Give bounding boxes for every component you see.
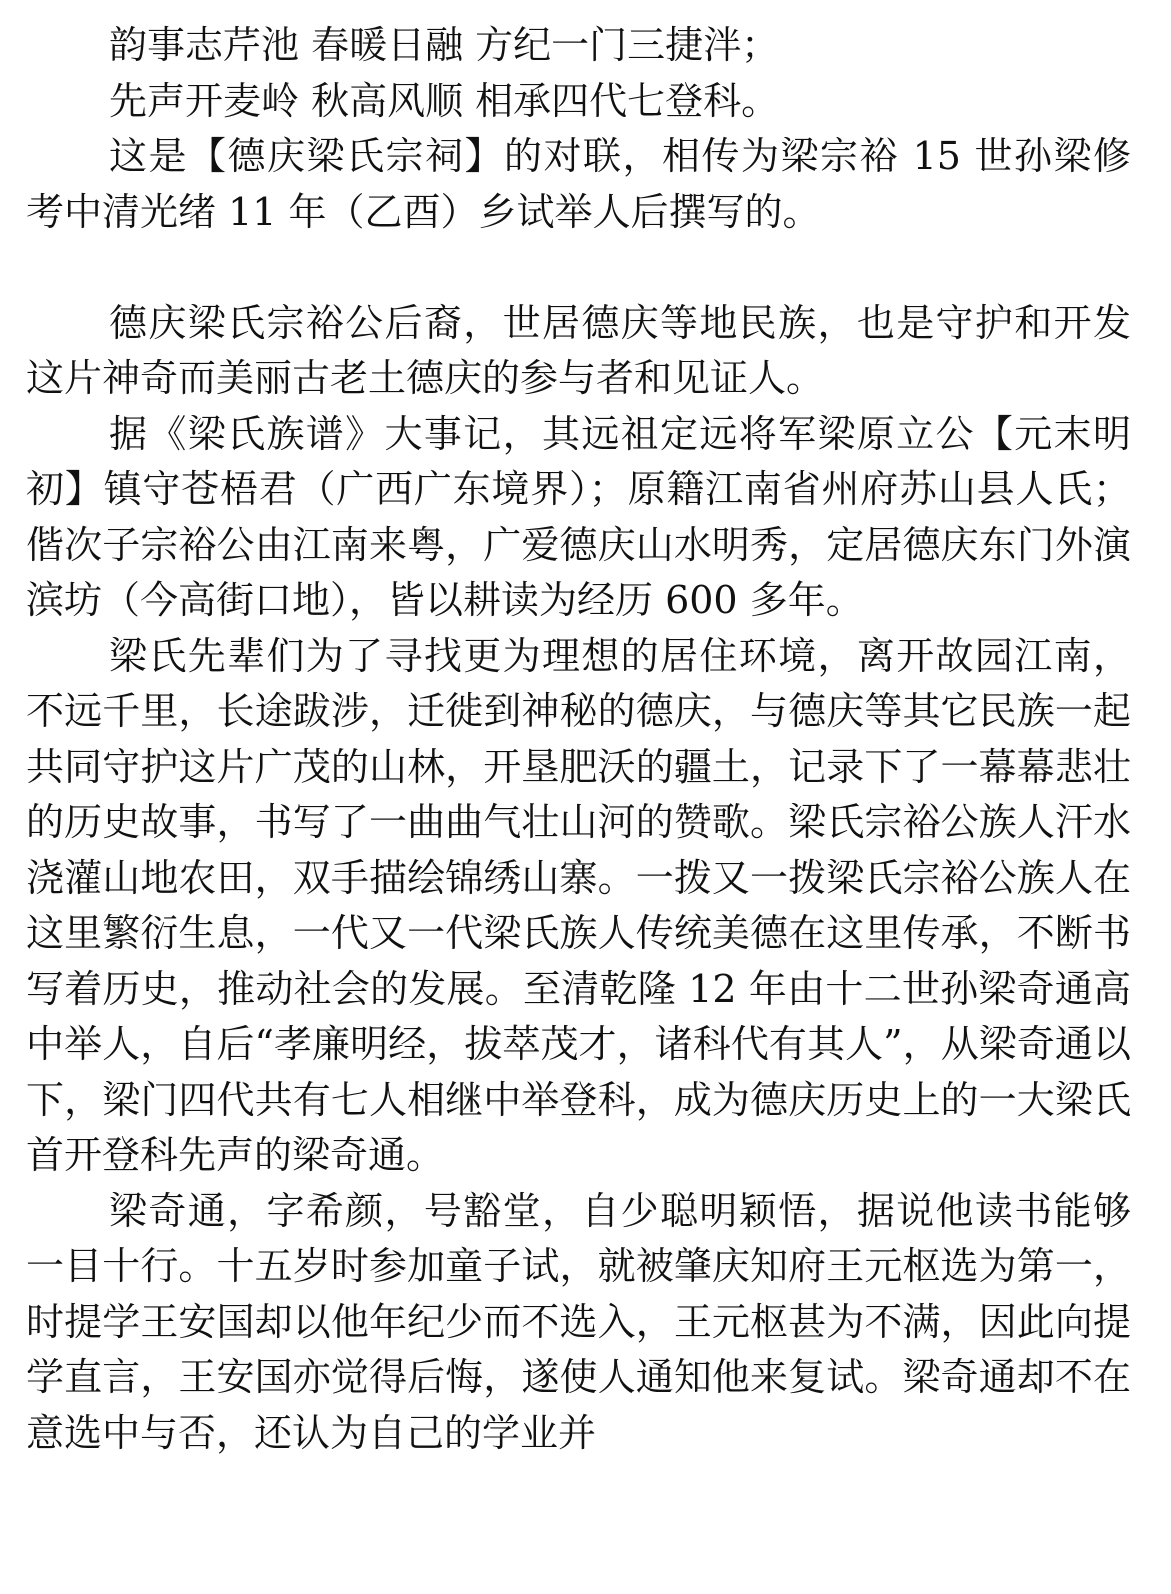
paragraph-couplet-origin: 这是【德庆梁氏宗祠】的对联，相传为梁宗裕 15 世孙梁修考中清光绪 11 年（乙酉）乡试举人后撰写的。 bbox=[26, 134, 1131, 234]
couplet-line-2: 先声开麦岭 秋高风顺 相承四代七登科。 bbox=[109, 78, 780, 123]
document-page bbox=[26, 18, 1131, 1461]
paragraph-genealogy: 据《梁氏族谱》大事记，其远祖定远将军梁原立公【元末明初】镇守苍梧君（广西广东境界）；原籍江南省州府苏山县人氏；偕次子宗裕公由江南来粤，广爱德庆山水明秀，定居德庆东门外演滨坊（今高街口地），皆以耕读为经历 600 多年。 bbox=[26, 411, 1131, 622]
paragraph-migration: 梁氏先辈们为了寻找更为理想的居住环境，离开故园江南，不远千里，长途跋涉，迁徙到神秘的德庆，与德庆等其它民族一起共同守护这片广茂的山林，开垦肥沃的疆土，记录下了一幕幕悲壮的历史故事，书写了一曲曲气壮山河的赞歌。梁氏宗裕公族人汗水浇灌山地农田，双手描绘锦绣山寨。一拨又一拨梁氏宗裕公族人在这里繁衍生息，一代又一代梁氏族人传统美德在这里传承，不断书写着历史，推动社会的发展。至清乾隆 12 年由十二世孙梁奇通高中举人，自后“孝廉明经，拔萃茂才，诸科代有其人”，从梁奇通以下，梁门四代共有七人相继中举登科，成为德庆历史上的一大梁氏首开登科先声的梁奇通。 bbox=[26, 633, 1131, 1177]
blank-line bbox=[26, 240, 1131, 296]
paragraph-liang-qitong: 梁奇通，字希颜，号豁堂，自少聪明颖悟，据说他读书能够一目十行。十五岁时参加童子试，就被肇庆知府王元枢选为第一，时提学王安国却以他年纪少而不选入，王元枢甚为不满，因此向提学直言，王安国亦觉得后悔，遂使人通知他来复试。梁奇通却不在意选中与否，还认为自己的学业并 bbox=[26, 1188, 1131, 1455]
paragraph-descendants: 德庆梁氏宗裕公后裔，世居德庆等地民族，也是守护和开发这片神奇而美丽古老土德庆的参与者和见证人。 bbox=[26, 300, 1131, 400]
couplet-line-1: 韵事志芹池 春暖日融 方纪一门三捷泮； bbox=[109, 23, 780, 67]
